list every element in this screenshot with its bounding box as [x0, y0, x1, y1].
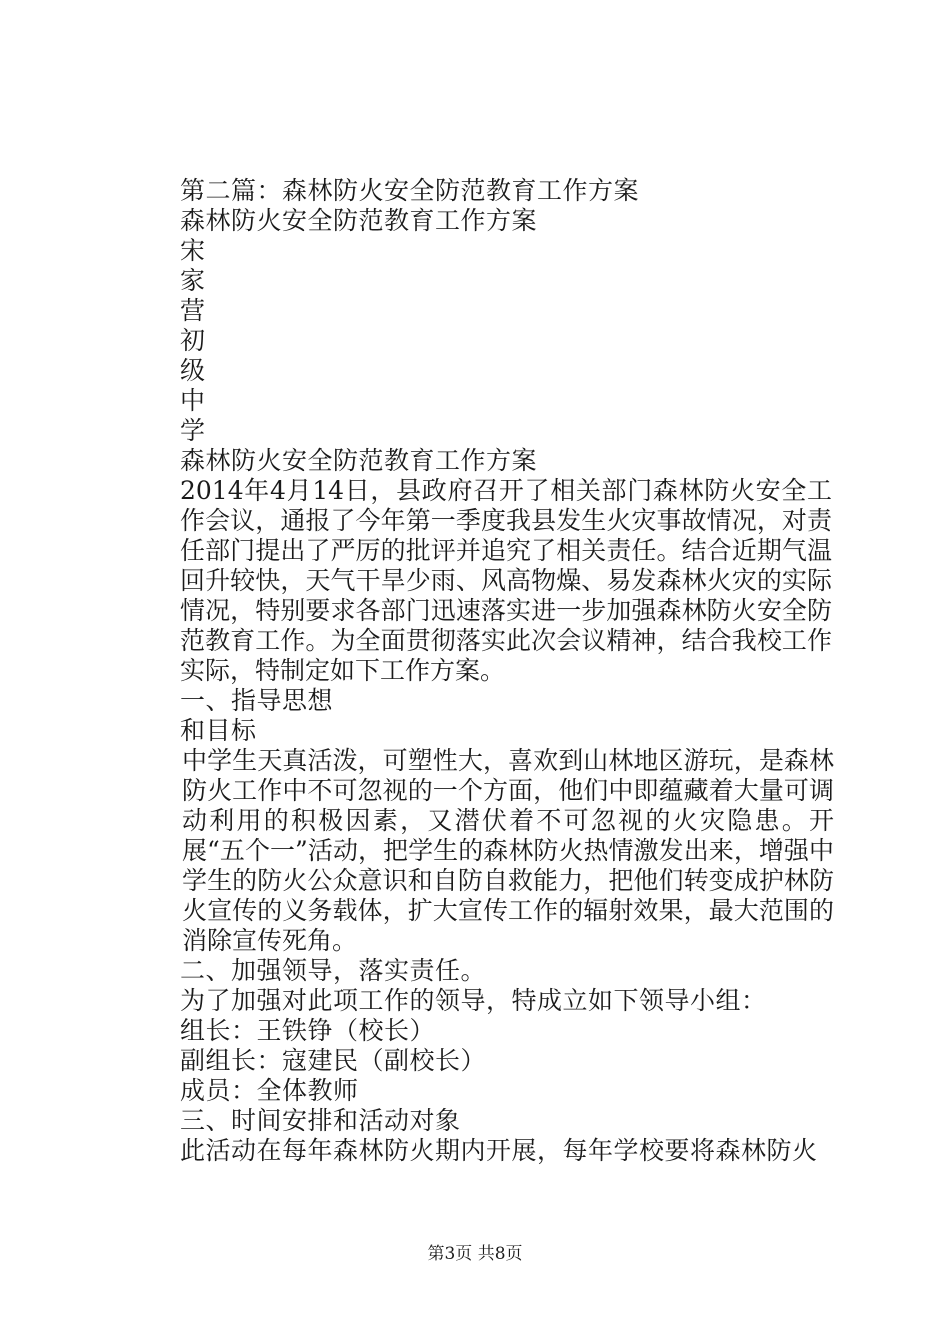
school-name-char: 宋 [180, 236, 206, 265]
document-subtitle: 森林防火安全防范教育工作方案 [180, 206, 538, 235]
page-number: 第3页 共8页 [427, 1244, 523, 1264]
section-heading: 森林防火安全防范教育工作方案 [180, 446, 538, 475]
school-name-char: 家 [180, 266, 206, 295]
paragraph-guiding: 中学生天真活泼，可塑性大，喜欢到山林地区游玩，是森林防火工作中不可忽视的一个方面，他们中即蕴藏着大量可调动利用的积极因素，又潜伏着不可忽视的火灾隐患。开展“五个一”活动，把学生的森林防火热情激发出来，增强中学生的防火公众意识和自防自救能力，把他们转变成护林防火宣传的义务载体，扩大宣传工作的辐射效果，最大范围的消除宣传死角。 [182, 746, 834, 955]
school-name-char: 学 [180, 416, 206, 445]
members-entry: 成员：全体教师 [180, 1076, 359, 1105]
leader-entry: 组长：王铁铮（校长） [180, 1016, 436, 1045]
section-heading-leadership: 二、加强领导，落实责任。 [180, 956, 487, 985]
school-name-char: 初 [180, 326, 206, 355]
school-name-char: 中 [180, 386, 206, 415]
paragraph-background: 2014年4月14日，县政府召开了相关部门森林防火安全工作会议，通报了今年第一季度我县发生火灾事故情况，对责任部门提出了严厉的批评并追究了相关责任。结合近期气温回升较快，天气干旱少雨、风高物燥、易发森林火灾的实际情况，特别要求各部门迅速落实进一步加强森林防火安全防范教育工作。为全面贯彻落实此次会议精神，结合我校工作实际，特制定如下工作方案。 [180, 476, 832, 685]
section-heading-schedule: 三、时间安排和活动对象 [180, 1106, 461, 1135]
document-title: 第二篇：森林防火安全防范教育工作方案 [180, 176, 640, 205]
school-name-char: 营 [180, 296, 206, 325]
paragraph-leadership: 为了加强对此项工作的领导，特成立如下领导小组： [180, 986, 767, 1015]
paragraph-schedule: 此活动在每年森林防火期内开展，每年学校要将森林防火 [180, 1136, 818, 1165]
vice-leader-entry: 副组长：寇建民（副校长） [180, 1046, 487, 1075]
school-name-char: 级 [180, 356, 206, 385]
section-heading-goals: 和目标 [180, 716, 257, 745]
section-heading-guiding: 一、指导思想 [180, 686, 334, 715]
